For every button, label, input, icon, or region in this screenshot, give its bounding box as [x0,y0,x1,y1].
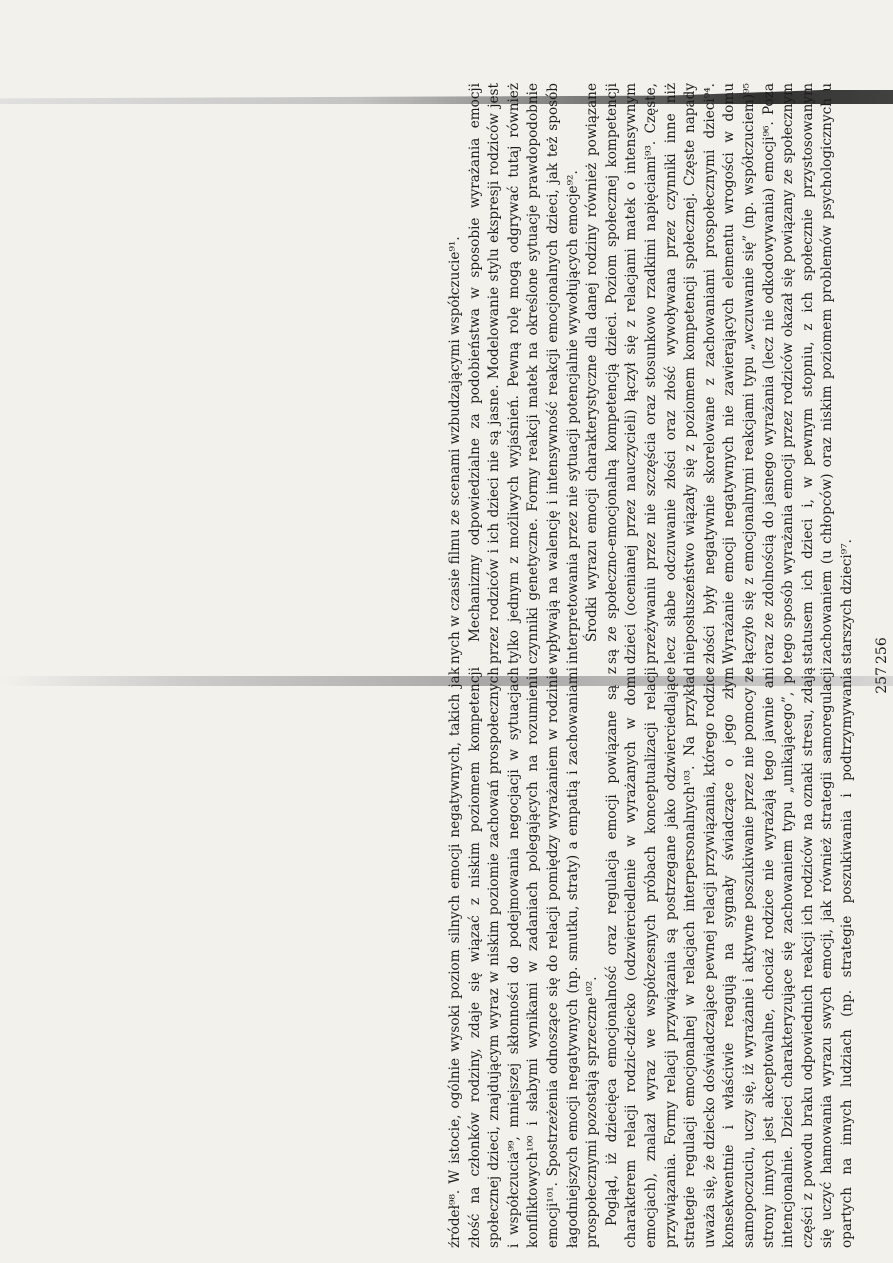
page-left-text [446,83,856,664]
page-left [446,83,892,664]
paragraph: Mechanizmy odpowiedzialne za podobieństwa w sposobie wyrażania emocji przez rodziców i ich dzieci nie są jasne. Modelowanie stylu ekspresji rodziców jest tylko jednym z możliwych wyjaśnień. Pewną rolę mogą odgrywać tutaj również czynniki genetyczne. Formy reakcji matek na określone sytuacje prawdopodobnie wpływają na walencję i intensywność reakcji emocjonalnych dzieci, jak też sposób interpretowania przez nie sytuacji potencjalnie wywołujących emocje⁹². [466,83,581,664]
page-right [446,667,892,1248]
page-number: 257 [874,667,890,694]
paragraph: nych w czasie filmu ze scenami wzbudzającymi współczucie⁹¹. [447,236,463,664]
paragraph: Pogląd, iż dziecięca emocjonalność oraz regulacja emocji powiązane są z charakterem relacji rodzic-dziecko (odzwierciedlenie w wyrażanych w domu emocjach), znalazł wyraz we współczesnych próbach konceptualizacji relacji przywiązania. Formy relacji przywiązania są postrzegane jako odzwierciedlające strategie regulacji emocjonalnej w relacjach interpersonalnych¹⁰³. Na przykład uważa się, że dziecko doświadczające pewnej relacji przywiązania, którego rodzice konsekwentnie i właściwie reagują na sygnały świadczące o jego złym samopoczuciu, uczy się, iż wyrażanie i aktywne poszukiwanie przez nie pomocy ze strony innych jest akceptowalne, chociaż rodzice nie wyrażają tego jawnie ani intencjonalnie. Dzieci charakteryzujące się zachowaniem typu „unikającego”, po części z powodu braku odpowiednich reakcji ich rodziców na oznaki stresu, zdają się uczyć hamowania wyrazu swych emocji, jak również strategii samoregulacji opartych na innych ludziach (np. strategie poszukiwania i podtrzymywania [603,667,855,1248]
page-number: 256 [874,637,890,664]
paragraph: Środki wyrazu emocji charakterystyczne dla danej rodziny również powiązane są ze społeczno-emocjonalną kompetencją dzieci. Poziom społecznej kompetencji dzieci (ocenianej przez nauczycieli) łączył się z relacjami matek o intensywnym przeżywaniu przez nie szczęścia oraz stosunkowo rzadkimi napięciami⁹³. Częste, lecz słabe odczuwanie złości oraz złość wywoływana przez czynniki inne niż nieposłuszeństwo wiązały się z poziomem kompetencji społecznej. Częste napady złości były negatywnie skorelowane z zachowaniami prospołecznymi dzieci⁹⁴. Wyrażanie emocji negatywnych nie zawierających elementu wrogości w domu łączyło się z emocjonalnymi reakcjami typu „wczuwanie się” (np. współczuciem)⁹⁵ oraz ze zdolnością do jasnego wyrażania (lecz nie odkodowywania) emocji⁹⁶. Poza tego sposób wyrażania emocji przez rodziców okazał się powiązany ze społecznym statusem ich dzieci i, w pewnym stopniu, z ich społecznie przystosowanym zachowaniem (u chłopców) oraz niskim poziomem problemów psychologicznych u starszych dzieci⁹⁷. [584,83,855,664]
page-right-text [446,667,856,1248]
paragraph: źródeł⁹⁸. W istocie, ogólnie wysoki poziom silnych emocji negatywnych, takich jak złość na członków rodziny, zdaje się wiązać z niskim poziomem kompetencji społecznej dzieci, znajdującym wyraz w niskim poziomie zachowań prospołecznych i współczucia⁹⁹, mniejszej skłonności do podejmowania negocjacji w sytuacjach konfliktowych¹⁰⁰ i słabymi wynikami w zadaniach polegających na rozumieniu emocji¹⁰¹. Spostrzeżenia odnoszące się do relacji pomiędzy wyrażaniem w rodzinie łagodniejszych emocji negatywnych (np. smutku, straty) a empatią i zachowaniami prospołecznymi pozostają sprzeczne¹⁰². [447,667,601,1248]
